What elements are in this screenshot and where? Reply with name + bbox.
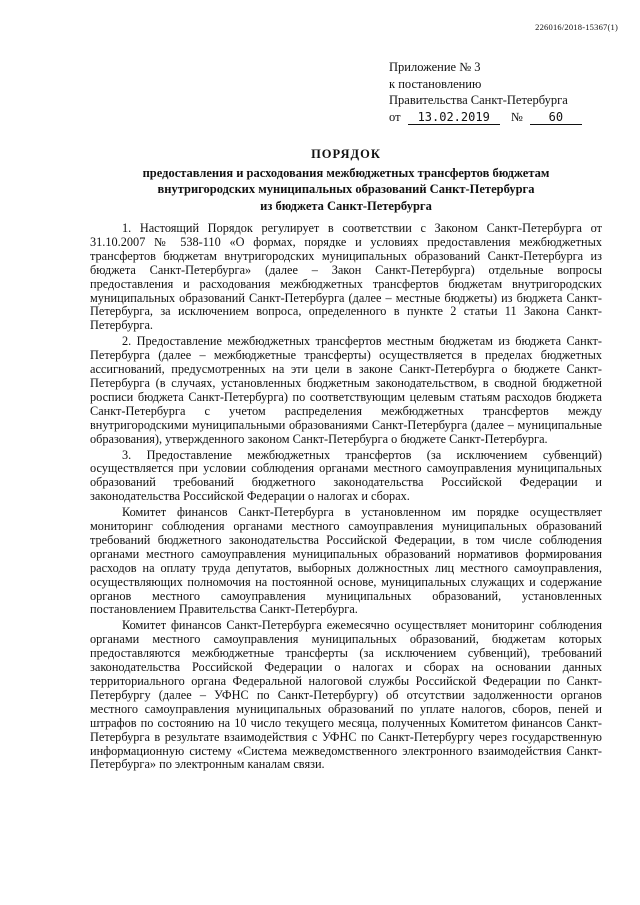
document-body xyxy=(90,222,602,774)
title-line-2: внутригородских муниципальных образований Санкт-Петербурга xyxy=(157,182,535,196)
paragraph-2: 2. Предоставление межбюджетных трансфертов местным бюджетам из бюджета Санкт-Петербурга (далее – межбюджетные трансферты) осуществляется в пределах бюджетных ассигнований, предусмотренных на эти цели в законе Санкт-Петербурга о бюджете Санкт-Петербурга (в случаях, установленных бюджетным законодательством, в сводной бюджетной росписи бюджета Санкт-Петербурга) по соответствующим целевым статьям расходов бюджета Санкт-Петербурга с учетом распределения межбюджетных трансфертов между внутригородскими муниципальными образованиями Санкт-Петербурга (далее – муниципальные образования), утвержденного законом Санкт-Петербурга о бюджете Санкт-Петербурга. xyxy=(90,334,602,446)
number-label: № xyxy=(510,109,523,124)
resolution-date: 13.02.2019 xyxy=(408,111,500,125)
title-main: ПОРЯДОК xyxy=(311,147,381,161)
paragraph-1: 1. Настоящий Порядок регулирует в соответствии с Законом Санкт-Петербурга от 31.10.2007 № 538-110 «О формах, порядке и условиях предоставления межбюджетных трансфертов бюджетам внутригородских муниципальных образований Санкт-Петербурга из бюджета Санкт-Петербурга» (далее – Закон Санкт-Петербурга) отдельные вопросы предоставления и расходования межбюджетных трансфертов бюджетам внутригородских муниципальных образований Санкт-Петербурга (далее – местные бюджеты) из бюджета Санкт-Петербурга, за исключением вопроса, определенного в пункте 2 статьи 11 Закона Санкт-Петербурга. xyxy=(90,221,602,333)
resolution-number: 60 xyxy=(530,111,582,125)
paragraph-3: 3. Предоставление межбюджетных трансфертов (за исключением субвенций) осуществляется при условии соблюдения органами местного самоуправления муниципальных образований требований бюджетного законодательства Российской Федерации и законодательства Российской Федерации о налогах и сборах. xyxy=(90,447,602,504)
date-prefix: от xyxy=(389,109,401,124)
title-line-3: из бюджета Санкт-Петербурга xyxy=(260,198,432,213)
title-line-1: предоставления и расходования межбюджетных трансфертов бюджетам xyxy=(142,165,550,180)
paragraph-5: Комитет финансов Санкт-Петербурга ежемесячно осуществляет мониторинг соблюдения органами местного самоуправления муниципальных образований, бюджетам которых предоставляются межбюджетные трансферты (за исключением субвенций), требований законодательства Российской Федерации о налогах и сборах на основании данных территориального органа Федеральной налоговой службы Российской Федерации по Санкт-Петербургу (далее – УФНС по Санкт-Петербургу) об отсутствии задолженности органов местного самоуправления муниципальных образований по уплате налогов, сборов, пеней и штрафов по состоянию на 10 число текущего месяца, полученных Комитетом финансов Санкт-Петербурга в результате взаимодействия с УФНС по Санкт-Петербургу через государственную информационную систему «Система межведомственного электронного взаимодействия Санкт-Петербурга» по электронным каналам связи. xyxy=(90,618,602,772)
appendix-resolution: к постановлению xyxy=(389,76,482,91)
appendix-block xyxy=(389,59,619,125)
paragraph-4: Комитет финансов Санкт-Петербурга в установленном им порядке осуществляет мониторинг соблюдения органами местного самоуправления муниципальных образований требований бюджетного законодательства Российской Федерации, в том числе соблюдения органами местного самоуправления муниципальных образований нормативов формирования расходов на оплату труда депутатов, выборных должностных лиц местного самоуправления, осуществляющих полномочия на постоянной основе, муниципальных служащих и содержание органов местного самоуправления муниципальных образований, установленных постановлением Правительства Санкт-Петербурга. xyxy=(90,505,602,617)
document-id: 226016/2018-15367(1) xyxy=(535,22,618,32)
document-title xyxy=(90,146,602,214)
appendix-government: Правительства Санкт-Петербурга xyxy=(389,93,568,107)
appendix-date-line xyxy=(389,109,619,126)
appendix-title: Приложение № 3 xyxy=(389,60,481,74)
